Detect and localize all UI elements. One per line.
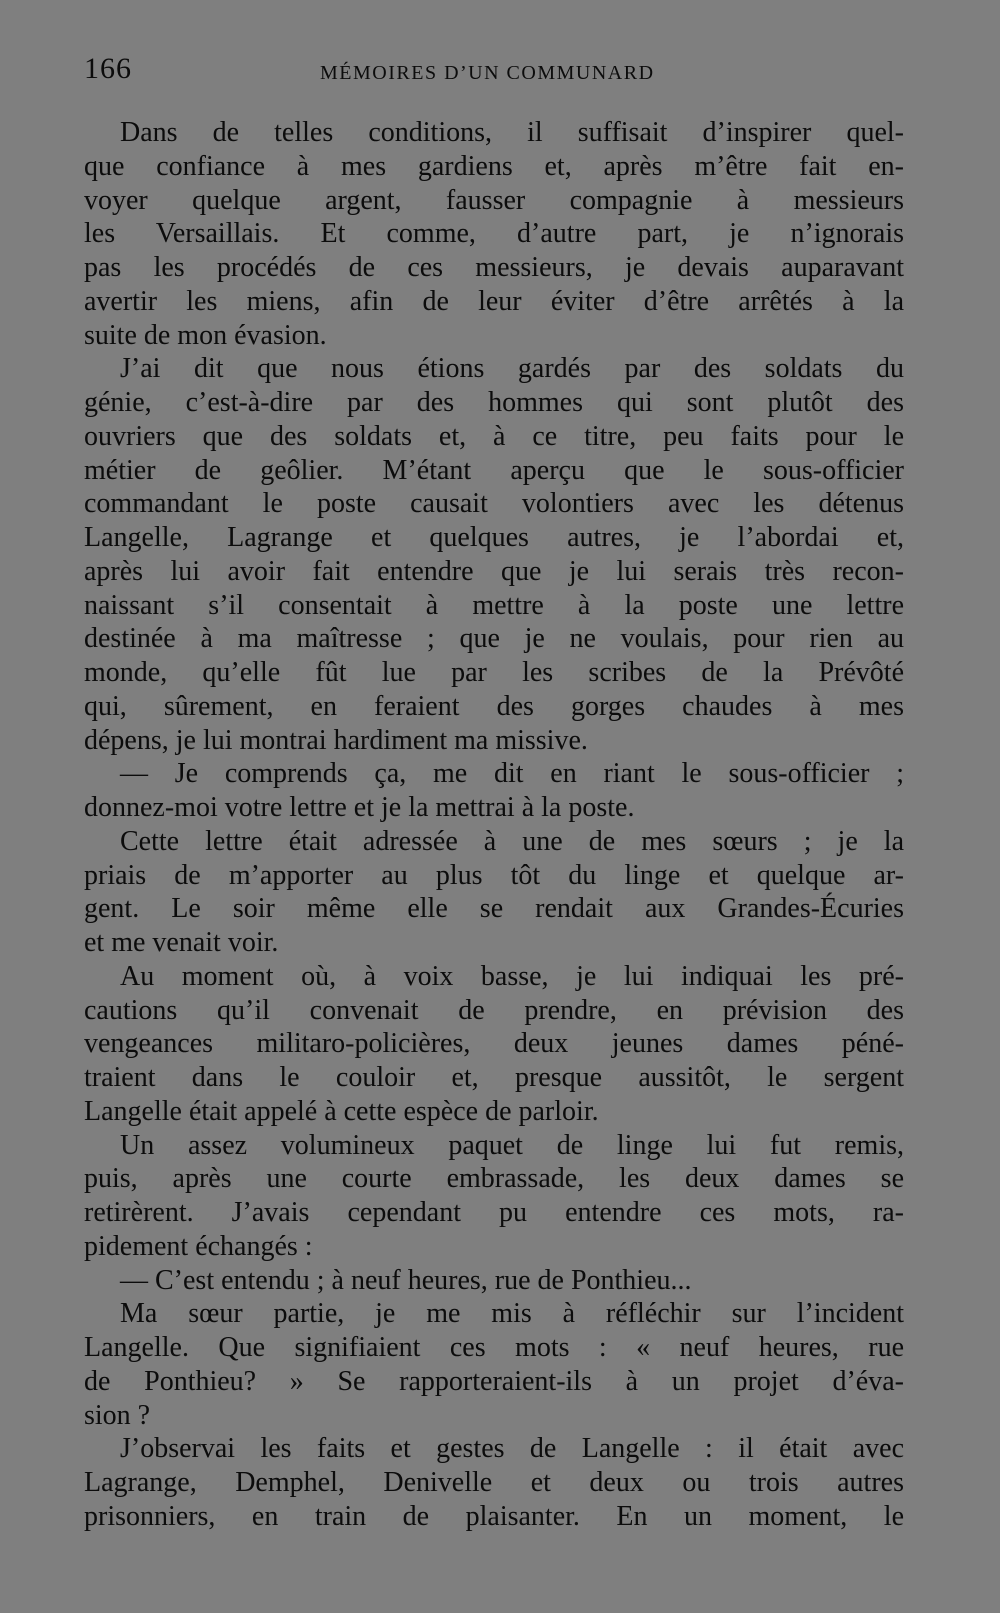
text-line: pas les procédés de ces messieurs, je devais auparavant [84, 252, 904, 283]
text-line: gent. Le soir même elle se rendait aux Grandes-Écuries [84, 893, 904, 925]
text-line: — Je comprends ça, me dit en riant le sous-officier ; [120, 758, 904, 790]
text-line: pidement échangés : [84, 1230, 313, 1262]
text-line: J’observai les faits et gestes de Langelle : il était avec [120, 1433, 904, 1465]
text-line: avertir les miens, afin de leur éviter d’être arrêtés à la [84, 285, 904, 317]
page-header [84, 44, 904, 94]
text-line: sion ? [84, 1399, 151, 1431]
text-line: après lui avoir fait entendre que je lui serais très recon- [84, 555, 904, 587]
text-line: que confiance à mes gardiens et, après m’être fait en- [84, 150, 904, 182]
text-line: Au moment où, à voix basse, je lui indiquai les pré- [120, 960, 904, 992]
text-line: vengeances militaro-policières, deux jeunes dames péné- [84, 1028, 904, 1060]
text-line: ouvriers que des soldats et, à ce titre, peu faits pour le [84, 420, 904, 452]
text-line: monde, qu’elle fût lue par les scribes de la Prévôté [84, 657, 904, 688]
text-line: donnez-moi votre lettre et je la mettrai à la poste. [84, 792, 635, 823]
text-line: puis, après une courte embrassade, les deux dames se [84, 1163, 904, 1195]
text-line: Ma sœur partie, je me mis à réfléchir sur l’incident [120, 1298, 904, 1330]
text-line: priais de m’apporter au plus tôt du linge et quelque ar- [84, 859, 904, 891]
text-line: Dans de telles conditions, il suffisait d’inspirer quel- [120, 117, 904, 148]
text-line: Langelle était appelé à cette espèce de parloir. [84, 1095, 599, 1127]
text-line: — C’est entendu ; à neuf heures, rue de Ponthieu... [120, 1264, 692, 1296]
text-line: Lagrange, Demphel, Denivelle et deux ou trois autres [84, 1467, 904, 1498]
text-line: J’ai dit que nous étions gardés par des soldats du [120, 353, 904, 385]
text-line: retirèrent. J’avais cependant pu entendre ces mots, ra- [84, 1197, 904, 1228]
text-line: génie, c’est-à-dire par des hommes qui sont plutôt des [84, 387, 904, 418]
text-line: traient dans le couloir et, presque aussitôt, le sergent [84, 1062, 904, 1093]
text-line: destinée à ma maîtresse ; que je ne voulais, pour rien au [84, 623, 904, 655]
text-line: prisonniers, en train de plaisanter. En un moment, le [84, 1500, 904, 1532]
text-line: de Ponthieu? » Se rapporteraient-ils à un projet d’éva- [84, 1365, 904, 1397]
text-line: voyer quelque argent, fausser compagnie à messieurs [84, 184, 904, 216]
text-line: dépens, je lui montrai hardiment ma missive. [84, 724, 588, 756]
text-line: cautions qu’il convenait de prendre, en prévision des [84, 994, 904, 1026]
text-line: Un assez volumineux paquet de linge lui fut remis, [120, 1129, 904, 1161]
body-text [84, 116, 904, 1534]
text-line: Langelle. Que signifiaient ces mots : « neuf heures, rue [84, 1332, 904, 1363]
text-line: les Versaillais. Et comme, d’autre part, je n’ignorais [84, 218, 904, 250]
text-line: Langelle, Lagrange et quelques autres, je l’abordai et, [84, 522, 904, 553]
text-line: qui, sûrement, en feraient des gorges chaudes à mes [84, 690, 904, 722]
text-line: et me venait voir. [84, 927, 279, 958]
text-line: métier de geôlier. M’étant aperçu que le sous-officier [84, 454, 904, 486]
text-line: Cette lettre était adressée à une de mes sœurs ; je la [120, 825, 904, 857]
text-line: suite de mon évasion. [84, 319, 327, 351]
text-line: commandant le poste causait volontiers avec les détenus [84, 488, 904, 520]
running-head: MÉMOIRES D’UN COMMUNARD [320, 62, 655, 84]
page-number: 166 [84, 52, 132, 85]
text-line: naissant s’il consentait à mettre à la poste une lettre [84, 589, 904, 621]
